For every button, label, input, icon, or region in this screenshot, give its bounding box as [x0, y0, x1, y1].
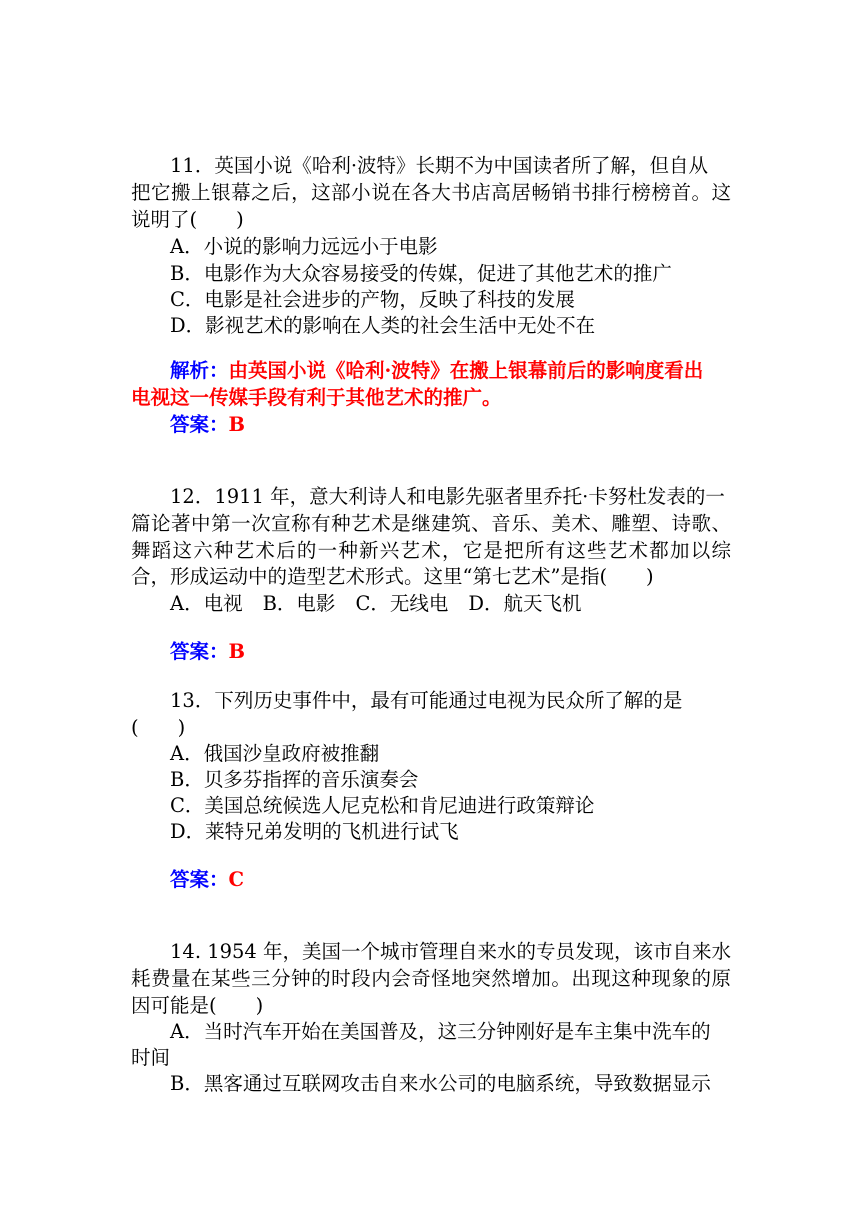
q14-option-b-line-1: B．黑客通过互联网攻击自来水公司的电脑系统，导致数据显示: [170, 1072, 711, 1095]
q11-stem-line-2: 把它搬上银幕之后，这部小说在各大书店高居畅销书排行榜榜首。这: [131, 181, 731, 204]
q12-option-c: C．无线电: [355, 592, 449, 615]
q11-option-d: D．影视艺术的影响在人类的社会生活中无处不在: [170, 314, 596, 337]
q14-stem-line-2: 耗费量在某些三分钟的时段内会奇怪地突然增加。出现这种现象的原: [131, 967, 731, 990]
q11-answer-value: B: [228, 413, 245, 436]
q11-analysis-line-1: [170, 357, 703, 384]
q12-option-a: A．电视: [170, 592, 243, 615]
q13-option-b: B．贝多芬指挥的音乐演奏会: [170, 768, 419, 791]
q14-option-a-line-1: A．当时汽车开始在美国普及，这三分钟刚好是车主集中洗车的: [170, 1020, 711, 1043]
q13-answer-label: 答案：: [170, 868, 229, 891]
q14-option-a-line-2: 时间: [131, 1046, 171, 1069]
q11-analysis-text-1: 由英国小说《哈利·波特》在搬上银幕前后的影响度看出: [228, 359, 704, 382]
q11-analysis-label: 解析：: [170, 359, 229, 382]
q11-option-a: A．小说的影响力远远小于电影: [170, 235, 438, 258]
q11-answer: [170, 411, 245, 438]
q11-stem-line-3: 说明了( ): [131, 208, 244, 231]
q13-option-d: D．莱特兄弟发明的飞机进行试飞: [170, 820, 459, 843]
q13-stem-line-2: ( ): [131, 716, 186, 739]
q12-option-b: B．电影: [262, 592, 336, 615]
q13-answer-value: C: [228, 868, 245, 891]
q11-stem-line-1: 11．英国小说《哈利·波特》长期不为中国读者所了解，但自从: [170, 154, 709, 177]
q11-answer-label: 答案：: [170, 413, 229, 436]
q13-option-a: A．俄国沙皇政府被推翻: [170, 742, 380, 765]
q14-stem-line-3: 因可能是( ): [131, 994, 264, 1017]
q12-option-d: D．航天飞机: [468, 592, 582, 615]
q13-option-c: C．美国总统候选人尼克松和肯尼迪进行政策辩论: [170, 794, 595, 817]
q11-option-c: C．电影是社会进步的产物，反映了科技的发展: [170, 288, 575, 311]
q12-stem-line-1: 12．1911 年，意大利诗人和电影先驱者里乔托·卡努杜发表的一: [170, 485, 725, 508]
q12-stem-line-2: 篇论著中第一次宣称有种艺术是继建筑、音乐、美术、雕塑、诗歌、: [131, 512, 731, 535]
q12-answer-value: B: [228, 640, 245, 663]
q13-stem-line-1: 13．下列历史事件中，最有可能通过电视为民众所了解的是: [170, 689, 683, 712]
q14-stem-line-1: 14. 1954 年，美国一个城市管理自来水的专员发现，该市自来水: [170, 940, 732, 963]
q12-stem-line-3: 舞蹈这六种艺术后的一种新兴艺术，它是把所有这些艺术都加以综: [131, 539, 731, 562]
q12-answer-label: 答案：: [170, 640, 229, 663]
q13-answer: [170, 866, 244, 893]
q12-stem-line-4: 合，形成运动中的造型艺术形式。这里“第七艺术”是指( ): [131, 565, 654, 588]
q11-option-b: B．电影作为大众容易接受的传媒，促进了其他艺术的推广: [170, 262, 672, 285]
q11-analysis-line-2: 电视这一传媒手段有利于其他艺术的推广。: [131, 386, 502, 409]
q12-options: [170, 590, 582, 617]
q12-answer: [170, 638, 245, 665]
